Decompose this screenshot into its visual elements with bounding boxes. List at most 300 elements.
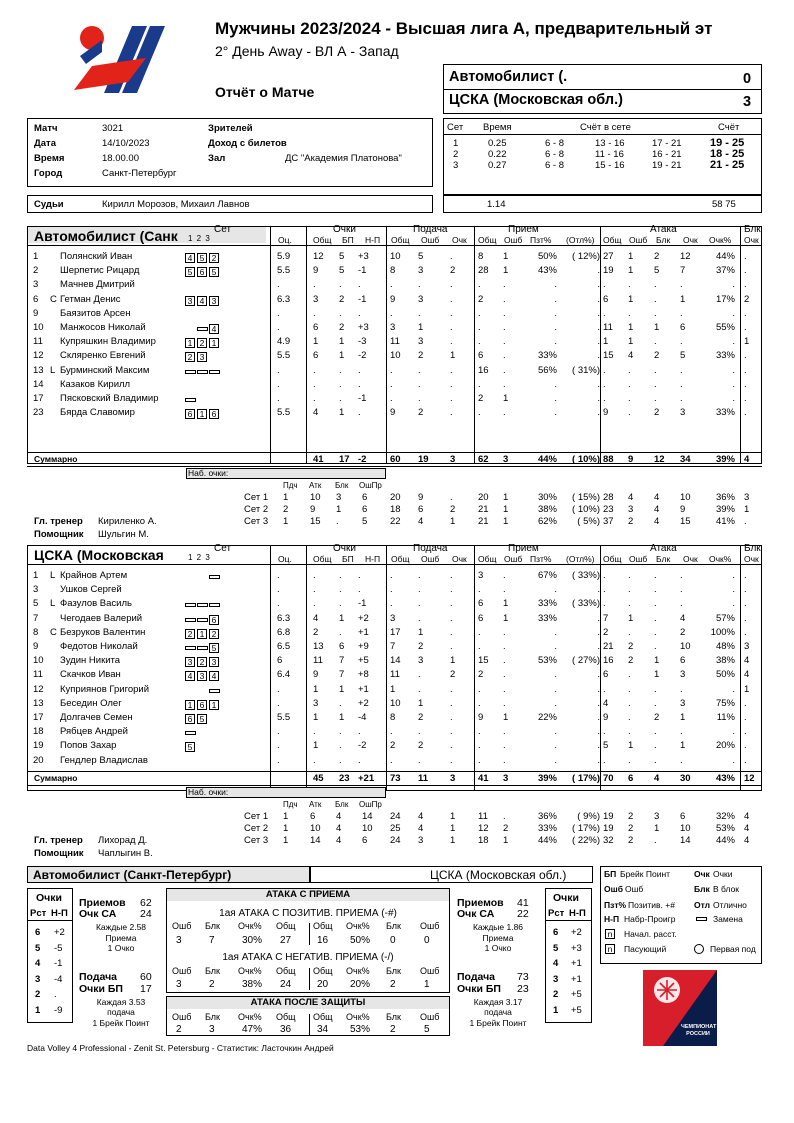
team2-cell-rx: .: [597, 740, 600, 752]
team1-set-cell-re: 1: [503, 492, 509, 503]
team2-cell-apc: .: [732, 754, 735, 766]
team2-cell-rp: 22%: [537, 712, 557, 723]
legend-blk: Блк: [694, 884, 710, 894]
team1-nab-label: Наб. очки:: [188, 468, 229, 478]
team1-total-line: [27, 452, 762, 453]
team1-cell-rp: 56%: [537, 364, 557, 376]
team1-cell-ae: .: [628, 364, 631, 376]
team1-player-name: Баязитов Арсен: [60, 307, 131, 319]
start-position-box: 6: [185, 409, 195, 419]
team1-cell-at: .: [603, 307, 606, 319]
team2-cell-at: .: [603, 754, 606, 766]
team1-total-re: 3: [503, 454, 509, 465]
legend-sub-icon: [696, 917, 707, 921]
attack-val-neg_vals-2: 38%: [242, 979, 263, 990]
substitution-mark: [209, 575, 220, 579]
set-row-num: 2: [453, 149, 459, 160]
team1-cell-ae: .: [628, 393, 631, 404]
team2-cell-re: .: [503, 669, 506, 681]
team1-cell-b: 2: [744, 293, 750, 305]
team1-cell-apc: .: [732, 336, 735, 348]
team1-cell-ab: 5: [654, 265, 660, 277]
team1-head-at: Общ: [603, 235, 622, 245]
team2-cell-ae: .: [628, 570, 631, 581]
team2-cell-rp: 67%: [537, 570, 557, 581]
start-position-box: 3: [197, 671, 207, 681]
team2-set-cell-d: 10: [362, 823, 373, 834]
team1-set-cell-rt: 21: [478, 516, 489, 527]
team1-cell-apc: 33%: [715, 350, 735, 362]
team1-cell-rt: .: [478, 378, 481, 390]
team1-player-num: 2: [33, 265, 39, 277]
right_pts-rot: 5: [553, 942, 559, 954]
team1-cell-ae: 1: [628, 293, 634, 305]
team1-cell-sp: 2: [450, 265, 456, 277]
team1-player-name: Купряшкин Владимир: [60, 336, 156, 348]
team2-cell-ab: .: [654, 584, 657, 596]
team1-coach: Кириленко А.: [98, 516, 157, 527]
team1-assistant: Шульгин М.: [98, 529, 149, 540]
team1-cell-np: -1: [358, 393, 367, 404]
team2-set-cell-at: 32: [603, 835, 614, 846]
team2-cell-ap: 3: [680, 697, 686, 709]
team2-cell-bp: .: [339, 570, 342, 581]
team1-cell-re: .: [503, 336, 506, 348]
team2-cell-bp: .: [339, 697, 342, 709]
team1-cell-sp: .: [450, 293, 453, 305]
team1-cell-ap: .: [680, 307, 683, 319]
legend-np-text: Набр-Проигр: [624, 914, 676, 924]
team2-cell-ab: .: [654, 570, 657, 581]
team2-player-role: L: [50, 570, 56, 581]
set-row-final: 21 - 25: [710, 159, 745, 171]
team2-cell-st: .: [390, 726, 393, 738]
team1-player-num: 23: [33, 407, 44, 419]
team2-assistant: Чаплыгин В.: [98, 848, 153, 859]
team2-cell-pt: 4: [313, 612, 319, 624]
referees-label: Судьи: [34, 199, 64, 210]
team2-group-reception: Прием: [508, 543, 539, 554]
team1-nab-h3: Блк: [335, 481, 349, 490]
team1-set-cell-sp: 2: [450, 504, 456, 515]
team2-cell-ae: .: [628, 626, 631, 638]
team2-cell-ae: 2: [628, 641, 634, 652]
team2-set-cell-re: 2: [503, 823, 509, 834]
start-position-box: 5: [197, 714, 207, 724]
team2-cell-at: 16: [603, 655, 614, 667]
team1-set-cell-a: 1: [283, 492, 289, 503]
team1-head-rx: (Отл%): [566, 235, 595, 245]
team2-cell-ab: .: [654, 612, 657, 624]
team2-cell-bp: 1: [339, 612, 345, 624]
team2-cell-pt: .: [313, 570, 316, 581]
team2-group-attack: Атака: [650, 543, 677, 554]
match-number: 3021: [102, 123, 124, 134]
team1-cell-at: .: [603, 279, 606, 291]
right-points-head-rst: Рст: [548, 908, 565, 919]
team2-set-cell-d: 6: [362, 835, 368, 846]
team2-cell-oc: .: [277, 570, 280, 581]
team1-total-label: Суммарно: [34, 454, 78, 464]
team2-cell-se: .: [418, 598, 421, 610]
substitution-mark: [209, 603, 220, 607]
team1-set-row-label: Сет 2: [244, 504, 269, 515]
right-bp-label: Очки БП: [457, 983, 501, 995]
team1-head-se: Ошб: [421, 235, 440, 245]
team1-cell-apc: .: [732, 364, 735, 376]
substitution-mark: [185, 370, 196, 374]
team2-cell-ap: 2: [680, 626, 686, 638]
team1-cell-st: 10: [390, 251, 401, 262]
sets-total-time: 1.14: [487, 199, 506, 210]
team1-cell-apc: 33%: [715, 407, 735, 419]
attack-head-7: Ошб: [420, 966, 440, 976]
team1-cell-re: .: [503, 293, 506, 305]
team1-cell-ab: 2: [654, 251, 660, 262]
team2-head-bp: БП: [342, 554, 354, 564]
team1-cell-st: 8: [390, 265, 396, 277]
attack-pos-title: 1ая АТАКА С ПОЗИТИВ. ПРИЕМА (-#): [219, 908, 397, 919]
left_pts-np: .: [54, 989, 57, 1000]
right-rec: 41: [517, 897, 529, 909]
team1-set-cell-c: 3: [336, 492, 342, 503]
substitution-mark: [185, 618, 196, 622]
team1-cell-sp: 1: [450, 350, 456, 362]
team1-player-name: Бурминский Максим: [60, 364, 150, 376]
left_pts-np: +2: [54, 927, 65, 938]
team1-total-ab: 12: [654, 454, 665, 465]
team2-cell-rt: .: [478, 740, 481, 752]
team1-cell-bp: .: [339, 378, 342, 390]
team2-cell-pt: .: [313, 754, 316, 766]
team1-vsep: [270, 226, 271, 464]
team1-cell-rt: .: [478, 407, 481, 419]
page-subtitle: 2° День Away - ВЛ А - Запад: [215, 43, 399, 59]
team2-cell-st: 10: [390, 697, 401, 709]
team2-cell-ap: 3: [680, 669, 686, 681]
team2-cell-sp: .: [450, 740, 453, 752]
team2-vsep: [740, 545, 741, 791]
team2-player-num: 12: [33, 683, 44, 695]
team2-cell-rt: .: [478, 626, 481, 638]
team2-player-num: 8: [33, 626, 39, 638]
team1-cell-b: 1: [744, 336, 750, 348]
team1-cell-ap: 5: [680, 350, 686, 362]
team1-total-rp: 44%: [537, 454, 557, 465]
legend-bp-text: Брейк Поинт: [620, 869, 671, 879]
team1-cell-re: 1: [503, 251, 509, 262]
team2-cell-se: 3: [418, 655, 424, 667]
team1-set-cell-ab: 4: [654, 504, 660, 515]
team2-cell-re: 1: [503, 612, 509, 624]
start-position-box: 2: [197, 338, 207, 348]
sets-total-points: 58 75: [712, 199, 736, 210]
team1-cell-bp: .: [339, 307, 342, 319]
left_pts-rot: 1: [35, 1004, 41, 1016]
team2-cell-se: .: [418, 726, 421, 738]
attack-reception-title: АТАКА С ПРИЕМА: [265, 889, 351, 900]
team2-cell-rx: .: [597, 641, 600, 652]
team2-head-re: Ошб: [504, 554, 523, 564]
team2-cell-st: .: [390, 598, 393, 610]
team2-cell-ab: 2: [654, 712, 660, 723]
team1-group-block: Блк: [744, 224, 761, 235]
team1-cell-oc: 5.9: [277, 251, 291, 262]
team2-assistant-label: Помощник: [34, 848, 84, 859]
team2-set-cell-sp: 1: [450, 835, 456, 846]
start-position-box: 5: [185, 267, 195, 277]
team2-cell-pt: 2: [313, 626, 319, 638]
team2-cell-bp: .: [339, 754, 342, 766]
team1-cell-st: .: [390, 279, 393, 291]
score-team2-name: ЦСКА (Московская обл.): [449, 92, 623, 108]
legend-start-icon: n: [605, 929, 615, 939]
team2-set-cell-apc: 32%: [715, 811, 735, 822]
team2-set-cell-apc: 53%: [715, 823, 735, 834]
team1-cell-rp: 33%: [537, 350, 557, 362]
team2-cell-rt: .: [478, 641, 481, 652]
team1-cell-ap: .: [680, 279, 683, 291]
team2-cell-sp: .: [450, 712, 453, 723]
team1-cell-rp: .: [554, 307, 557, 319]
team1-set-cell-se: 4: [418, 516, 424, 527]
team1-cell-se: .: [418, 279, 421, 291]
team2-cell-se: .: [418, 669, 421, 681]
team2-set-cell-ae: 2: [628, 823, 634, 834]
team1-cell-ap: 12: [680, 251, 691, 262]
team2-cell-at: .: [603, 570, 606, 581]
team1-set-cell-bb: .: [744, 516, 747, 527]
left_pts-rot: 2: [35, 989, 41, 1000]
team2-total-b: 12: [744, 773, 755, 784]
right-points-title: Очки: [553, 892, 579, 904]
team1-set-cell-apc: 39%: [715, 504, 735, 515]
left-serve-each2: подача: [107, 1007, 135, 1017]
left-rec-each2: Приема: [105, 933, 137, 943]
team2-cell-rp: .: [554, 726, 557, 738]
team1-set-cell-rx: ( 5%): [577, 516, 600, 527]
team2-cell-rx: .: [597, 683, 600, 695]
team2-cell-at: .: [603, 584, 606, 596]
right-rec-each: Каждые 1.86: [472, 922, 524, 932]
team2-cell-apc: .: [732, 683, 735, 695]
left_pts-np: -5: [54, 942, 63, 954]
team2-player-num: 7: [33, 612, 39, 624]
team2-cell-re: .: [503, 754, 506, 766]
team1-cell-pt: 1: [313, 336, 319, 348]
legend-ochk: Очк: [694, 869, 710, 879]
team2-cell-b: 4: [744, 655, 750, 667]
team1-player-num: 17: [33, 393, 44, 404]
team2-cell-re: .: [503, 683, 506, 695]
right_pts-rot: 6: [553, 927, 559, 938]
team2-cell-oc: 6.8: [277, 626, 291, 638]
team1-set-cell-st: 20: [390, 492, 401, 503]
team1-group-attack: Атака: [650, 224, 677, 235]
team2-total-np: +21: [358, 773, 375, 784]
team1-set-cell-d: 5: [362, 516, 368, 527]
team1-cell-re: 1: [503, 393, 509, 404]
team1-set-cell-c: 1: [336, 504, 342, 515]
team2-cell-np: -1: [358, 598, 367, 610]
team1-vsep: [600, 226, 601, 464]
team1-set-cell-at: 23: [603, 504, 614, 515]
team1-cell-at: 11: [603, 322, 613, 333]
team1-cell-rt: .: [478, 322, 481, 333]
team1-set-cell-ae: 2: [628, 516, 634, 527]
team1-set-cell-b: 15: [310, 516, 321, 527]
team2-cell-ae: 1: [628, 612, 634, 624]
legend-otl-text: Отлично: [713, 900, 747, 910]
legend-blk-text: В блок: [713, 884, 740, 894]
team1-cell-rp: .: [554, 378, 557, 390]
team2-cell-bp: 1: [339, 712, 345, 723]
team2-cell-b: 1: [744, 683, 750, 695]
team1-cell-pt: .: [313, 307, 316, 319]
team1-cell-rt: 8: [478, 251, 484, 262]
substitution-mark: [197, 603, 208, 607]
start-position-box: 2: [209, 253, 219, 263]
team2-cell-bp: 7: [339, 655, 345, 667]
team2-cell-ap: .: [680, 584, 683, 596]
team1-player-num: 12: [33, 350, 44, 362]
team2-cell-ae: .: [628, 669, 631, 681]
substitution-mark: [197, 370, 208, 374]
attack-val-pos_vals-2: 30%: [242, 935, 263, 946]
team1-cell-bp: 1: [339, 407, 345, 419]
team1-cell-rx: .: [597, 279, 600, 291]
team1-cell-sp: .: [450, 336, 453, 348]
team1-cell-st: .: [390, 393, 393, 404]
set-row-s3: 17 - 21: [652, 138, 682, 149]
team1-player-num: 14: [33, 378, 44, 390]
team2-set-cell-ab: .: [654, 835, 657, 846]
team1-cell-np: -1: [358, 293, 367, 305]
team2-total-bp: 23: [339, 773, 350, 784]
team2-head-ap: Очк: [683, 554, 698, 564]
set-row-s1: 6 - 8: [545, 160, 565, 171]
team2-total-ab: 4: [654, 773, 660, 784]
team2-cell-se: 2: [418, 712, 424, 723]
team1-set-cell-ap: 15: [680, 516, 691, 527]
team1-cell-ab: .: [654, 378, 657, 390]
team1-cell-se: 1: [418, 322, 424, 333]
team2-cell-rx: ( 27%): [572, 655, 600, 667]
bottom-team2-name: ЦСКА (Московская обл.): [430, 868, 567, 882]
team2-cell-pt: 13: [313, 641, 324, 652]
team1-total-st: 60: [390, 454, 401, 465]
team1-cell-b: .: [744, 393, 747, 404]
income-label: Доход с билетов: [208, 138, 287, 149]
attack-val-def_vals-0: 2: [176, 1024, 182, 1035]
team2-cell-pt: 1: [313, 712, 319, 723]
team2-cell-rp: 33%: [537, 598, 557, 610]
team1-cell-ab: .: [654, 307, 657, 319]
team1-cell-oc: .: [277, 279, 280, 291]
team1-set-cell-sp: 1: [450, 516, 456, 527]
team1-cell-pt: .: [313, 364, 316, 376]
attack-head-3: Общ: [276, 966, 296, 976]
team1-cell-np: .: [358, 279, 361, 291]
team1-cell-b: .: [744, 322, 747, 333]
team1-cell-b: .: [744, 364, 747, 376]
team2-player-name: Гендлер Владислав: [60, 754, 148, 766]
attack-head-7: Ошб: [420, 921, 440, 931]
team1-cell-ab: .: [654, 393, 657, 404]
attack-val-pos_vals-5: 50%: [350, 935, 371, 946]
team1-cell-rt: 2: [478, 293, 484, 305]
left-serve-label: Подача: [79, 971, 118, 983]
team2-cell-bp: 1: [339, 683, 345, 695]
left_pts-np: -1: [54, 958, 63, 969]
team2-set-cell-se: 4: [418, 823, 424, 834]
team1-cell-ae: .: [628, 407, 631, 419]
team2-cell-rp: .: [554, 641, 557, 652]
team1-cell-rp: .: [554, 279, 557, 291]
attack-val-neg_vals-6: 2: [390, 979, 396, 990]
team1-cell-st: 10: [390, 350, 401, 362]
city-label: Город: [34, 168, 63, 179]
left-serve-each3: 1 Брейк Поинт: [92, 1018, 150, 1028]
team2-cell-bp: .: [339, 626, 342, 638]
team2-cell-ap: 10: [680, 641, 691, 652]
attack-head-4: Общ: [313, 966, 333, 976]
set-row-num: 1: [453, 138, 459, 149]
team1-cell-st: 3: [390, 322, 396, 333]
team2-cell-np: .: [358, 754, 361, 766]
right-serve-label: Подача: [457, 971, 496, 983]
team1-cell-sp: .: [450, 364, 453, 376]
team1-cell-ap: 7: [680, 265, 686, 277]
team2-player-name: Попов Захар: [60, 740, 117, 752]
left_pts-rot: 3: [35, 973, 41, 985]
team1-cell-rp: .: [554, 393, 557, 404]
legend-osh-text: Ошб: [625, 884, 644, 894]
team2-cell-st: 14: [390, 655, 401, 667]
team1-cell-ap: .: [680, 393, 683, 404]
team2-set-cell-ab: 1: [654, 823, 660, 834]
attack-val-def_vals-1: 3: [209, 1024, 215, 1035]
team2-total-line: [27, 771, 762, 772]
team2-cell-at: 7: [603, 612, 609, 624]
team2-player-num: 3: [33, 584, 39, 596]
team1-cell-ab: .: [654, 293, 657, 305]
team2-player-role: L: [50, 598, 56, 610]
team2-cell-se: 1: [418, 697, 424, 709]
team1-cell-at: .: [603, 364, 606, 376]
team1-cell-rx: .: [597, 350, 600, 362]
team2-set-cell-re: 1: [503, 835, 509, 846]
team2-cell-rt: .: [478, 726, 481, 738]
team1-total-rx: ( 10%): [572, 454, 600, 465]
team2-cell-np: +8: [358, 669, 369, 681]
sets-head-set: Сет: [447, 122, 464, 133]
team2-cell-se: 2: [418, 641, 424, 652]
team2-cell-apc: 50%: [715, 669, 735, 681]
team2-total-rt: 41: [478, 773, 489, 784]
team2-cell-at: 6: [603, 669, 609, 681]
team2-cell-bp: .: [339, 740, 342, 752]
team1-cell-bp: 1: [339, 336, 345, 348]
team1-cell-b: .: [744, 378, 747, 390]
team1-player-num: 11: [33, 336, 43, 348]
team2-player-name: Куприянов Григорий: [60, 683, 150, 695]
team2-player-num: 10: [33, 655, 44, 667]
team2-cell-bp: .: [339, 598, 342, 610]
attack-val-neg_vals-0: 3: [176, 979, 182, 990]
team2-set-cell-c: 4: [336, 835, 342, 846]
attack-val-pos_vals-6: 0: [390, 935, 396, 946]
